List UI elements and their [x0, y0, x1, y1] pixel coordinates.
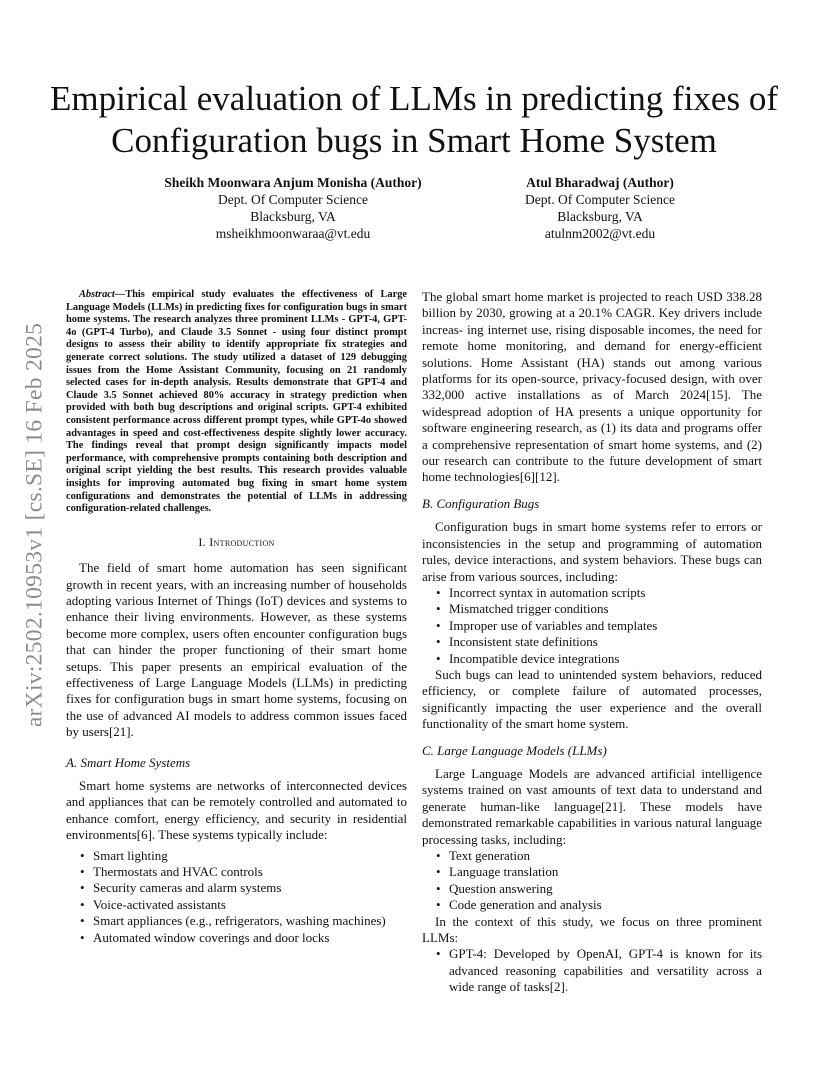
list-item: • Security cameras and alarm systems [93, 880, 407, 896]
llm-context: In the context of this study, we focus on three prominent LLMs: [422, 913, 762, 946]
llm-tasks-list [422, 848, 762, 914]
abstract-label: Abstract [79, 289, 115, 300]
list-item: • Language translation [449, 864, 762, 880]
arxiv-id: arXiv:2502.10953v1 [cs.SE] 16 Feb 2025 [21, 322, 48, 728]
list-item: • Code generation and analysis [449, 897, 762, 913]
llm-models-list [422, 946, 762, 995]
market-paragraph: The global smart home market is projected to reach USD 338.28 billion by 2030, growing at a 20.1% CAGR. Key drivers include increas- ing internet use, rising disposable incomes, the need for remote home monitoring, and demand for energy-efficient solutions. Home Assistant (HA) stands out among various platforms for its open-source, privacy-focused design, with over 332,000 active installations as of March 2024[15]. The widespread adoption of HA presents a unique opportunity for software engineering research, as (1) its data and programs offer a comprehensive representation of smart home systems, and (2) our research can contribute to the future development of smart home technologies[6][12]. [422, 289, 762, 485]
section-title: Introduction [209, 534, 275, 549]
list-item: • Incompatible device integrations [449, 651, 762, 667]
author-dept: Dept. Of Computer Science [218, 192, 368, 207]
section-numeral: I. [198, 534, 210, 549]
arxiv-stamp [20, 290, 50, 760]
author-email: atulnm2002@vt.edu [544, 226, 656, 241]
list-item: • Inconsistent state definitions [449, 634, 762, 650]
title-line-1: Empirical evaluation of LLMs in predicting fixes of [50, 79, 778, 118]
list-item: • Smart lighting [93, 848, 407, 864]
list-item: • GPT-4: Developed by OpenAI, GPT-4 is known for its advanced reasoning capabilities and versatility across a wide range of tasks[2]. [449, 946, 762, 995]
abstract [66, 289, 407, 516]
author-location: Blacksburg, VA [557, 209, 643, 224]
author-block-2 [486, 174, 714, 242]
right-column [422, 289, 762, 996]
title-line-2: Configuration bugs in Smart Home System [111, 121, 717, 160]
list-item: • Question answering [449, 881, 762, 897]
section-heading-introduction [66, 534, 407, 550]
list-item: • Mismatched trigger conditions [449, 601, 762, 617]
subsection-heading-b: B. Configuration Bugs [422, 495, 540, 511]
author-dept: Dept. Of Computer Science [525, 192, 675, 207]
list-item: • Text generation [449, 848, 762, 864]
config-bugs-paragraph: Configuration bugs in smart home systems refer to errors or inconsistencies in the setup and programming of automation rules, device interactions, and system behaviors. These bugs can arise from various sources, including: [422, 519, 762, 584]
intro-paragraph: The field of smart home automation has seen significant growth in recent years, with an increasing number of households adopting various Internet of Things (IoT) devices and systems to enhance their living environments. However, as these systems become more complex, users often encounter configuration bugs that can hinder the proper functioning of their smart home setups. This paper presents an empirical evaluation of the effectiveness of Large Language Models (LLMs) in predicting fixes for configuration bugs in smart home systems, focusing on the use of advanced AI models to address common issues faced by users[21]. [66, 560, 407, 740]
abstract-text: —This empirical study evaluates the effectiveness of Large Language Models (LLMs) in predicting fixes for configuration bugs in smart home systems. The research analyzes three prominent LLMs - GPT-4, GPT-4o (GPT-4 Turbo), and Claude 3.5 Sonnet - using four distinct prompt designs to assess their ability to identify appropriate fix strategies and generate correct solutions. The study utilized a dataset of 129 debugging issues from the Home Assistant Community, focusing on 21 randomly selected cases for in-depth analysis. Results demonstrate that GPT-4 and Claude 3.5 Sonnet achieved 80% accuracy in strategy prediction when provided with both bug descriptions and original scripts. GPT-4 exhibited consistent performance across different prompt types, while GPT-4o showed advantages in speed and cost-effectiveness despite slightly lower accuracy. The findings reveal that prompt design significantly impacts model performance, with comprehensive prompts containing both description and original script yielding the best results. This research provides valuable insights for improving automated bug fixing in smart home system configurations and demonstrates the potential of LLMs in addressing configuration-related challenges. [66, 289, 407, 515]
config-bugs-closing: Such bugs can lead to unintended system behaviors, reduced efficiency, or complete failure of automated processes, significantly impacting the user experience and the overall functionality of the smart home system. [422, 666, 762, 732]
list-item: • Thermostats and HVAC controls [93, 864, 407, 880]
left-column [66, 289, 407, 946]
smart-home-list [66, 848, 407, 946]
subsection-heading-c: C. Large Language Models (LLMs) [422, 742, 607, 758]
author-email: msheikhmoonwaraa@vt.edu [215, 226, 371, 241]
author-location: Blacksburg, VA [250, 209, 336, 224]
list-item: • Voice-activated assistants [93, 897, 407, 913]
list-item: • Automated window coverings and door locks [93, 930, 407, 946]
author-name: Atul Bharadwaj (Author) [526, 175, 674, 190]
list-item: • Improper use of variables and templates [449, 618, 762, 634]
llm-paragraph: Large Language Models are advanced artificial intelligence systems trained on vast amounts of text data to understand and generate human-like language[21]. These models have demonstrated remarkable capabilities in various natural language processing tasks, including: [422, 765, 762, 847]
author-name: Sheikh Moonwara Anjum Monisha (Author) [164, 175, 422, 190]
list-item: • Smart appliances (e.g., refrigerators, washing machines) [93, 913, 407, 929]
author-block-1 [140, 174, 446, 242]
paper-title [40, 78, 788, 162]
subsection-heading-a: A. Smart Home Systems [66, 754, 191, 770]
config-bugs-list [422, 585, 762, 667]
list-item: • Incorrect syntax in automation scripts [449, 585, 762, 601]
smart-home-paragraph: Smart home systems are networks of interconnected devices and appliances that can be remotely controlled and automated to enhance comfort, energy efficiency, and security in residential environments[6]. These systems typically include: [66, 777, 407, 843]
